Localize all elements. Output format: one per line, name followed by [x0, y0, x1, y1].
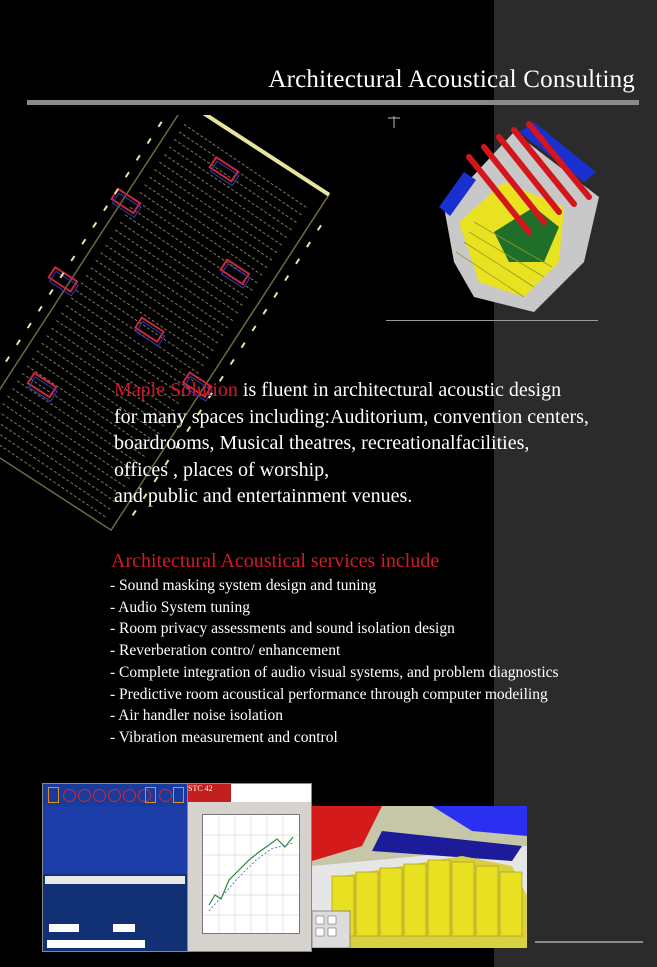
acoustic-3d-model	[384, 112, 604, 317]
service-item: - Predictive room acoustical performance through computer modeiling	[110, 685, 548, 703]
seating-row	[79, 283, 206, 367]
ring-icon	[78, 789, 91, 802]
seating-row	[114, 230, 241, 314]
intro-paragraph	[114, 377, 589, 510]
acoustic-rendering-view	[312, 806, 527, 948]
seating-row	[172, 139, 299, 223]
software-window-panels	[42, 783, 188, 952]
ring-icon	[123, 789, 136, 802]
seating-row	[0, 434, 109, 518]
toolbar-box-icon	[173, 787, 184, 803]
stc-plot	[202, 814, 300, 934]
service-item: - Sound masking system design and tuning	[110, 577, 377, 594]
stc-label	[188, 784, 231, 802]
service-item: - Complete integration of audio visual systems, and problem diagnostics	[110, 663, 559, 681]
seating-row	[182, 124, 309, 208]
seating-row	[1, 404, 128, 488]
service-item: - Reverberation contro/ enhancement	[110, 642, 341, 660]
toolbar-box-icon	[48, 787, 59, 803]
intro-line-3: boardrooms, Musical theatres, recreationalfacilities,	[114, 432, 530, 454]
panel-tab-bar	[45, 876, 185, 884]
seating-row	[109, 238, 236, 322]
seating-row	[99, 253, 226, 337]
toolbar-box-icon	[145, 787, 156, 803]
seating-row	[177, 132, 304, 216]
seating-row	[148, 177, 275, 261]
seating-row	[128, 207, 255, 291]
service-item: - Vibration measurement and control	[110, 728, 338, 746]
seating-row	[123, 215, 250, 299]
seating-row	[104, 245, 231, 329]
model-underline	[386, 320, 598, 321]
intro-line-5: and public and entertainment venues.	[114, 485, 413, 507]
intro-line-4: offices , places of worship,	[114, 458, 330, 481]
seating-row	[153, 170, 280, 254]
service-item: - Audio System tuning	[110, 598, 250, 616]
bottom-divider	[535, 941, 643, 943]
brand-name: Maple Solution	[114, 379, 238, 401]
seating-row	[119, 222, 246, 306]
service-item: - Air handler noise isolation	[110, 707, 284, 725]
material-select	[47, 940, 145, 948]
services-list	[110, 575, 559, 749]
input-field	[113, 924, 135, 932]
seating-row	[70, 298, 197, 382]
seating-row	[138, 192, 265, 276]
seating-row	[84, 275, 211, 359]
ring-icon	[159, 789, 172, 802]
ring-icon	[63, 789, 76, 802]
seating-row	[0, 411, 123, 495]
toolbar-strip	[43, 784, 187, 806]
stc-transmission-loss-graph	[187, 783, 312, 952]
service-item: - Room privacy assessments and sound isolation design	[110, 620, 455, 638]
title-divider	[27, 100, 639, 105]
intro-line-1	[114, 377, 589, 404]
page-title: Architectural Acoustical Consulting	[268, 66, 635, 93]
seating-row	[143, 185, 270, 269]
seating-row	[133, 200, 260, 284]
intro-line-1-rest: is fluent in architectural acoustic design	[237, 379, 562, 401]
intro-line-2: for many spaces including:Auditorium, convention centers,	[114, 405, 589, 428]
stc-label-text: STC 42	[188, 784, 213, 793]
ring-icon	[108, 789, 121, 802]
ring-icon	[93, 789, 106, 802]
services-heading: Architectural Acoustical services include	[111, 550, 440, 572]
input-field	[49, 924, 79, 932]
